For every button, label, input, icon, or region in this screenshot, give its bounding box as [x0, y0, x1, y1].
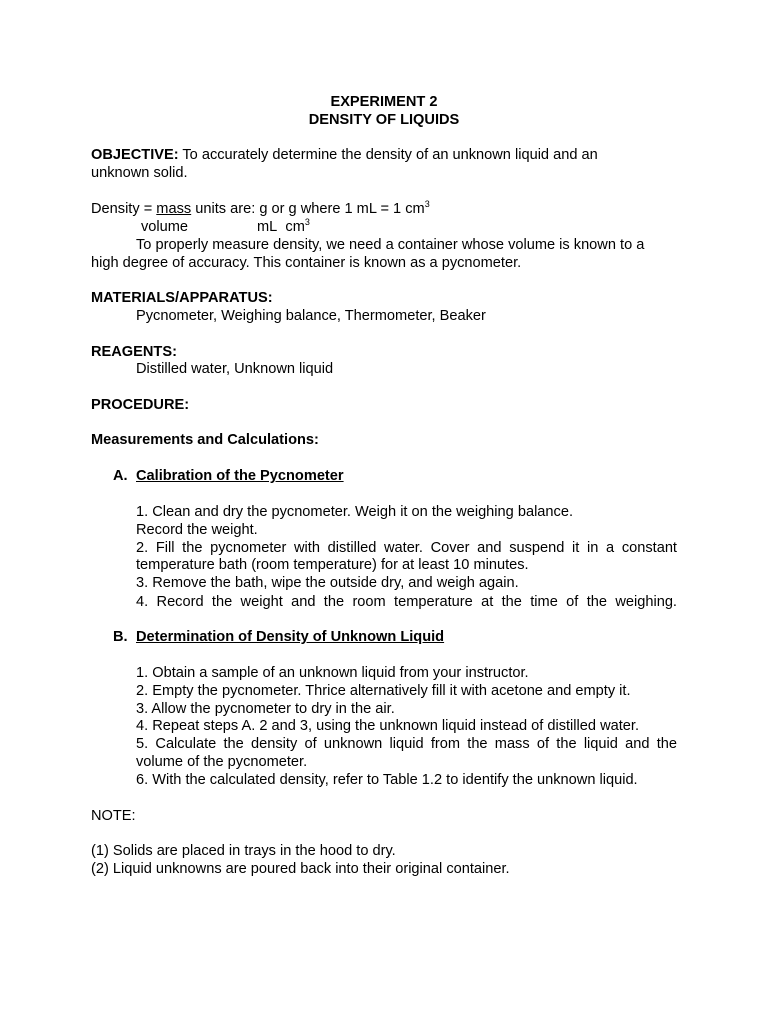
density-mass: mass: [156, 201, 192, 217]
objective-text-2: unknown solid.: [91, 165, 188, 181]
density-prefix: Density =: [91, 201, 157, 217]
procedure-heading: PROCEDURE:: [91, 397, 190, 413]
materials-heading: MATERIALS/APPARATUS:: [91, 290, 273, 306]
section-b-letter: B.: [113, 629, 128, 645]
section-b-step: 5. Calculate the density of unknown liquid from the mass of the liquid and the: [136, 736, 677, 752]
objective-line-1: [91, 146, 598, 164]
experiment-subtitle: DENSITY OF LIQUIDS: [308, 112, 460, 128]
density-cm: cm: [285, 219, 305, 235]
density-g2: g: [288, 201, 297, 217]
section-b-step: 2. Empty the pycnometer. Thrice alternatively fill it with acetone and empty it.: [136, 683, 631, 699]
section-b-step: 4. Repeat steps A. 2 and 3, using the unknown liquid instead of distilled water.: [136, 718, 639, 734]
objective-label: OBJECTIVE:: [91, 147, 179, 163]
density-or: or: [267, 201, 289, 217]
section-b-step: 1. Obtain a sample of an unknown liquid from your instructor.: [136, 665, 529, 681]
section-b-step: 6. With the calculated density, refer to Table 1.2 to identify the unknown liquid.: [136, 772, 638, 788]
intro-line-1: To properly measure density, we need a container whose volume is known to a: [136, 237, 645, 253]
density-volume: volume: [141, 219, 189, 235]
section-a-step: 2. Fill the pycnometer with distilled water. Cover and suspend it in a constant: [136, 540, 677, 556]
density-cm-sup: 3: [304, 217, 310, 227]
reagents-text: Distilled water, Unknown liquid: [136, 361, 334, 377]
section-a-letter: A.: [113, 468, 128, 484]
measurements-heading: Measurements and Calculations:: [91, 432, 319, 448]
note-label: NOTE:: [91, 808, 136, 824]
section-a-step: 1. Clean and dry the pycnometer. Weigh it on the weighing balance.: [136, 504, 574, 520]
objective-text-1: To accurately determine the density of an unknown liquid and an: [178, 147, 598, 163]
density-where: where 1 mL = 1 cm: [296, 201, 425, 217]
density-denominator-units: [257, 218, 310, 236]
density-sup: 3: [424, 199, 430, 209]
section-a-step: Record the weight.: [136, 522, 258, 538]
section-a-step: 3. Remove the bath, wipe the outside dry, and weigh again.: [136, 575, 519, 591]
section-a-step: 4. Record the weight and the room temperature at the time of the weighing.: [136, 594, 677, 610]
note-item: (2) Liquid unknowns are poured back into their original container.: [91, 861, 510, 877]
section-b-title: Determination of Density of Unknown Liquid: [136, 629, 445, 645]
note-item: (1) Solids are placed in trays in the hood to dry.: [91, 843, 396, 859]
density-units-text: units are:: [191, 201, 260, 217]
section-b-step: 3. Allow the pycnometer to dry in the air.: [136, 701, 395, 717]
reagents-heading: REAGENTS:: [91, 344, 177, 360]
density-ml: mL: [257, 219, 278, 235]
intro-line-2: high degree of accuracy. This container is known as a pycnometer.: [91, 255, 522, 271]
density-formula: [91, 200, 430, 218]
materials-text: Pycnometer, Weighing balance, Thermometer, Beaker: [136, 308, 486, 324]
density-g1: g: [259, 201, 268, 217]
section-a-step: temperature bath (room temperature) for at least 10 minutes.: [136, 557, 529, 573]
section-b-step: volume of the pycnometer.: [136, 754, 308, 770]
section-a-title: Calibration of the Pycnometer: [136, 468, 344, 484]
experiment-title: EXPERIMENT 2: [330, 94, 438, 110]
